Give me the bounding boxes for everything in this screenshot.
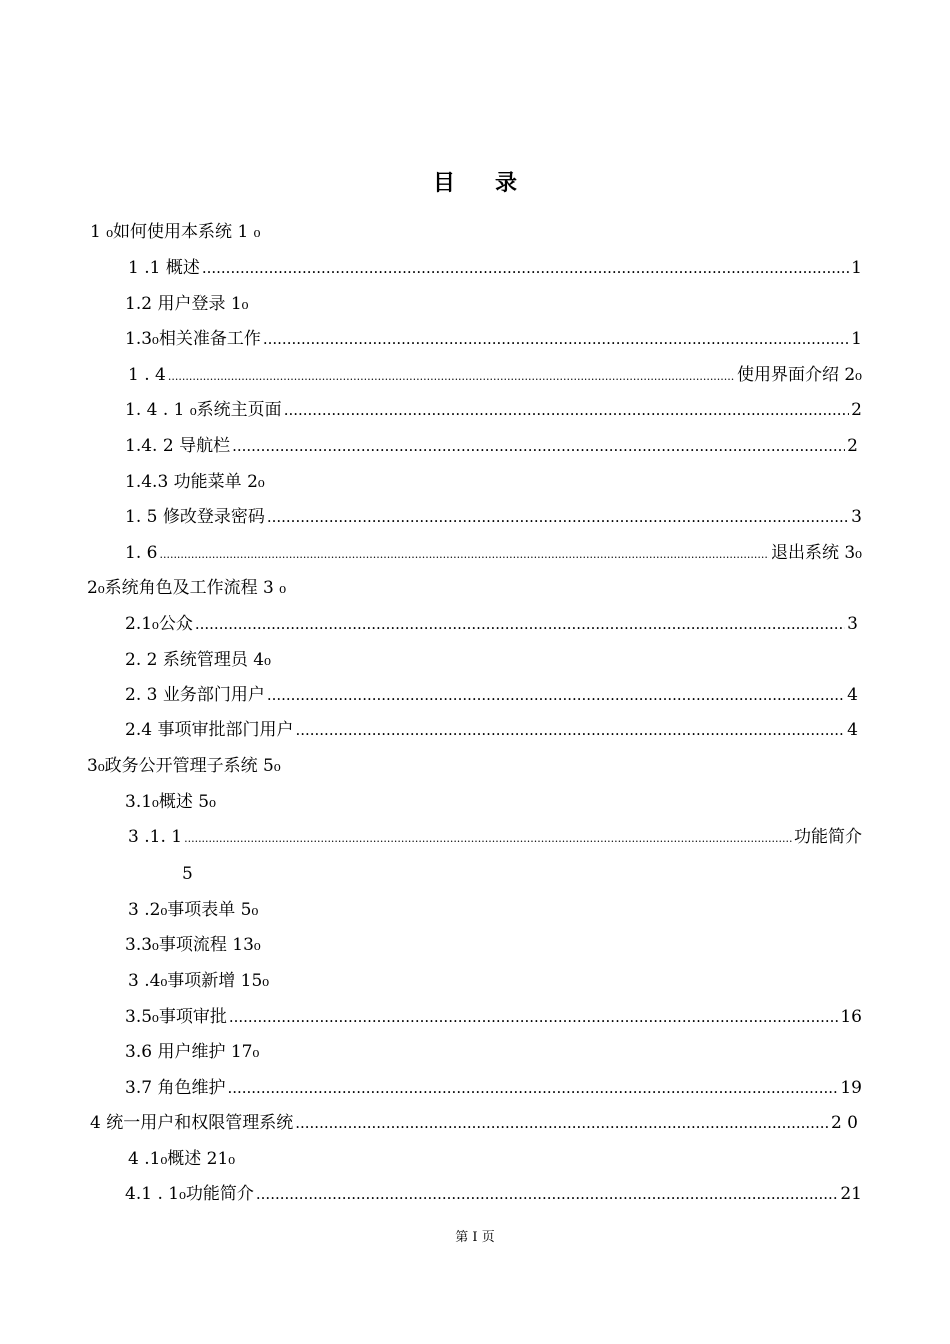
toc-entry[interactable] (90, 1111, 858, 1135)
toc-entry-page: 4 (847, 720, 858, 740)
leader-dots (267, 505, 849, 529)
toc-entry-text: 1 . 4 (128, 365, 166, 385)
leader-dots (227, 1076, 838, 1100)
toc-title-char-1: 目 (432, 170, 455, 196)
toc-entry-text: 1 .1 概述 (128, 258, 200, 278)
toc-entry[interactable] (125, 398, 862, 422)
toc-entry-page: 1 (851, 258, 862, 278)
leader-dots (229, 1005, 839, 1029)
toc-entry-page: 使用界面介绍 2₀ (736, 365, 862, 385)
toc-entry-text: 3 .1. 1 (128, 827, 183, 847)
leader-dots (202, 256, 849, 280)
toc-entry[interactable] (125, 683, 858, 707)
toc-entry[interactable] (125, 648, 862, 672)
toc-entry-text: 1.3₀相关准备工作 (125, 329, 261, 349)
toc-entry-text: 1. 4 . 1 ₀系统主页面 (125, 400, 282, 420)
leader-dots (256, 1182, 838, 1206)
toc-entry-text: 1. 6 (125, 543, 158, 563)
toc-entry-text: 4 .1₀概述 21₀ (128, 1149, 236, 1169)
leader-dots (284, 398, 849, 422)
toc-entry-text: 1.2 用户登录 1₀ (125, 294, 249, 314)
toc-entry[interactable] (90, 220, 858, 244)
toc-entry-text: 3₀政务公开管理子系统 5₀ (87, 756, 281, 776)
toc-entry-text: 3.6 用户维护 17₀ (125, 1042, 260, 1062)
toc-entry-text: 3.7 角色维护 (125, 1078, 226, 1098)
toc-entry[interactable] (128, 363, 862, 387)
toc-entry-page: 2 (847, 436, 858, 456)
toc-entry[interactable] (125, 434, 858, 458)
toc-title (0, 166, 950, 197)
leader-dots (232, 434, 845, 458)
toc-entry[interactable] (128, 969, 862, 993)
toc-entry-text: 3.5₀事项审批 (125, 1007, 227, 1027)
toc-entry[interactable] (182, 862, 862, 886)
toc-entry-page: 3 (847, 614, 858, 634)
toc-entry-page: 21 (840, 1184, 862, 1204)
leader-dots (184, 825, 792, 851)
toc-entry[interactable] (87, 576, 862, 600)
leader-dots (295, 1111, 829, 1135)
toc-entry-text: 3.3₀事项流程 13₀ (125, 935, 261, 955)
toc-entry[interactable] (87, 754, 862, 778)
toc-title-char-2: 录 (495, 170, 518, 196)
toc-entry-text: 2. 3 业务部门用户 (125, 685, 265, 705)
toc-entry-text: 1 ₀如何使用本系统 1 ₀ (90, 222, 261, 242)
toc-entry-page: 1 (851, 329, 862, 349)
toc-entry-text: 1.4. 2 导航栏 (125, 436, 231, 456)
toc-entry[interactable] (128, 256, 862, 280)
toc-entry-text: 2₀系统角色及工作流程 3 ₀ (87, 578, 287, 598)
toc-entry-text: 3 .2₀事项表单 5₀ (128, 900, 259, 920)
toc-entry-text: 1. 5 修改登录密码 (125, 507, 265, 527)
toc-entry-text: 2.1₀公众 (125, 614, 193, 634)
toc-entry-text: 2. 2 系统管理员 4₀ (125, 650, 271, 670)
toc-entry[interactable] (128, 1147, 862, 1171)
leader-dots (267, 683, 845, 707)
leader-dots (168, 363, 735, 389)
toc-entry-text: 4 统一用户和权限管理系统 (90, 1113, 294, 1133)
toc-entry[interactable] (125, 612, 858, 636)
leader-dots (195, 612, 845, 636)
toc-entry-text: 1.4.3 功能菜单 2₀ (125, 472, 265, 492)
toc-entry-text: 5 (182, 864, 193, 884)
toc-entry[interactable] (125, 1182, 862, 1206)
toc-entry-text: 4.1 . 1₀功能简介 (125, 1184, 254, 1204)
toc-entry[interactable] (125, 292, 862, 316)
toc-entry[interactable] (125, 1040, 862, 1064)
toc-entry[interactable] (128, 825, 862, 849)
toc-entry[interactable] (125, 327, 862, 351)
leader-dots (295, 718, 845, 742)
toc-entry-text: 3.1₀概述 5₀ (125, 792, 216, 812)
toc-entry[interactable] (125, 541, 862, 565)
toc-entry-page: 4 (847, 685, 858, 705)
toc-entry[interactable] (125, 1076, 862, 1100)
toc-entry-page: 2 0 (830, 1113, 858, 1133)
toc-entry-text: 2.4 事项审批部门用户 (125, 720, 294, 740)
toc-entry-text: 3 .4₀事项新增 15₀ (128, 971, 270, 991)
toc-entry[interactable] (125, 470, 862, 494)
toc-entry-page: 2 (851, 400, 862, 420)
toc-entry[interactable] (125, 505, 862, 529)
toc-entry-page: 19 (840, 1078, 862, 1098)
toc-entry-page: 退出系统 3₀ (770, 543, 862, 563)
toc-entry-page: 16 (840, 1007, 862, 1027)
page-number: 第 I 页 (455, 1230, 495, 1245)
toc-entry[interactable] (125, 933, 862, 957)
toc-entry[interactable] (125, 1005, 862, 1029)
leader-dots (159, 541, 769, 567)
toc-entry[interactable] (125, 718, 858, 742)
toc-entry[interactable] (125, 790, 862, 814)
toc-entry-page: 功能简介 (794, 827, 862, 847)
toc-entry-page: 3 (851, 507, 862, 527)
toc-entry[interactable] (128, 898, 862, 922)
leader-dots (263, 327, 849, 351)
